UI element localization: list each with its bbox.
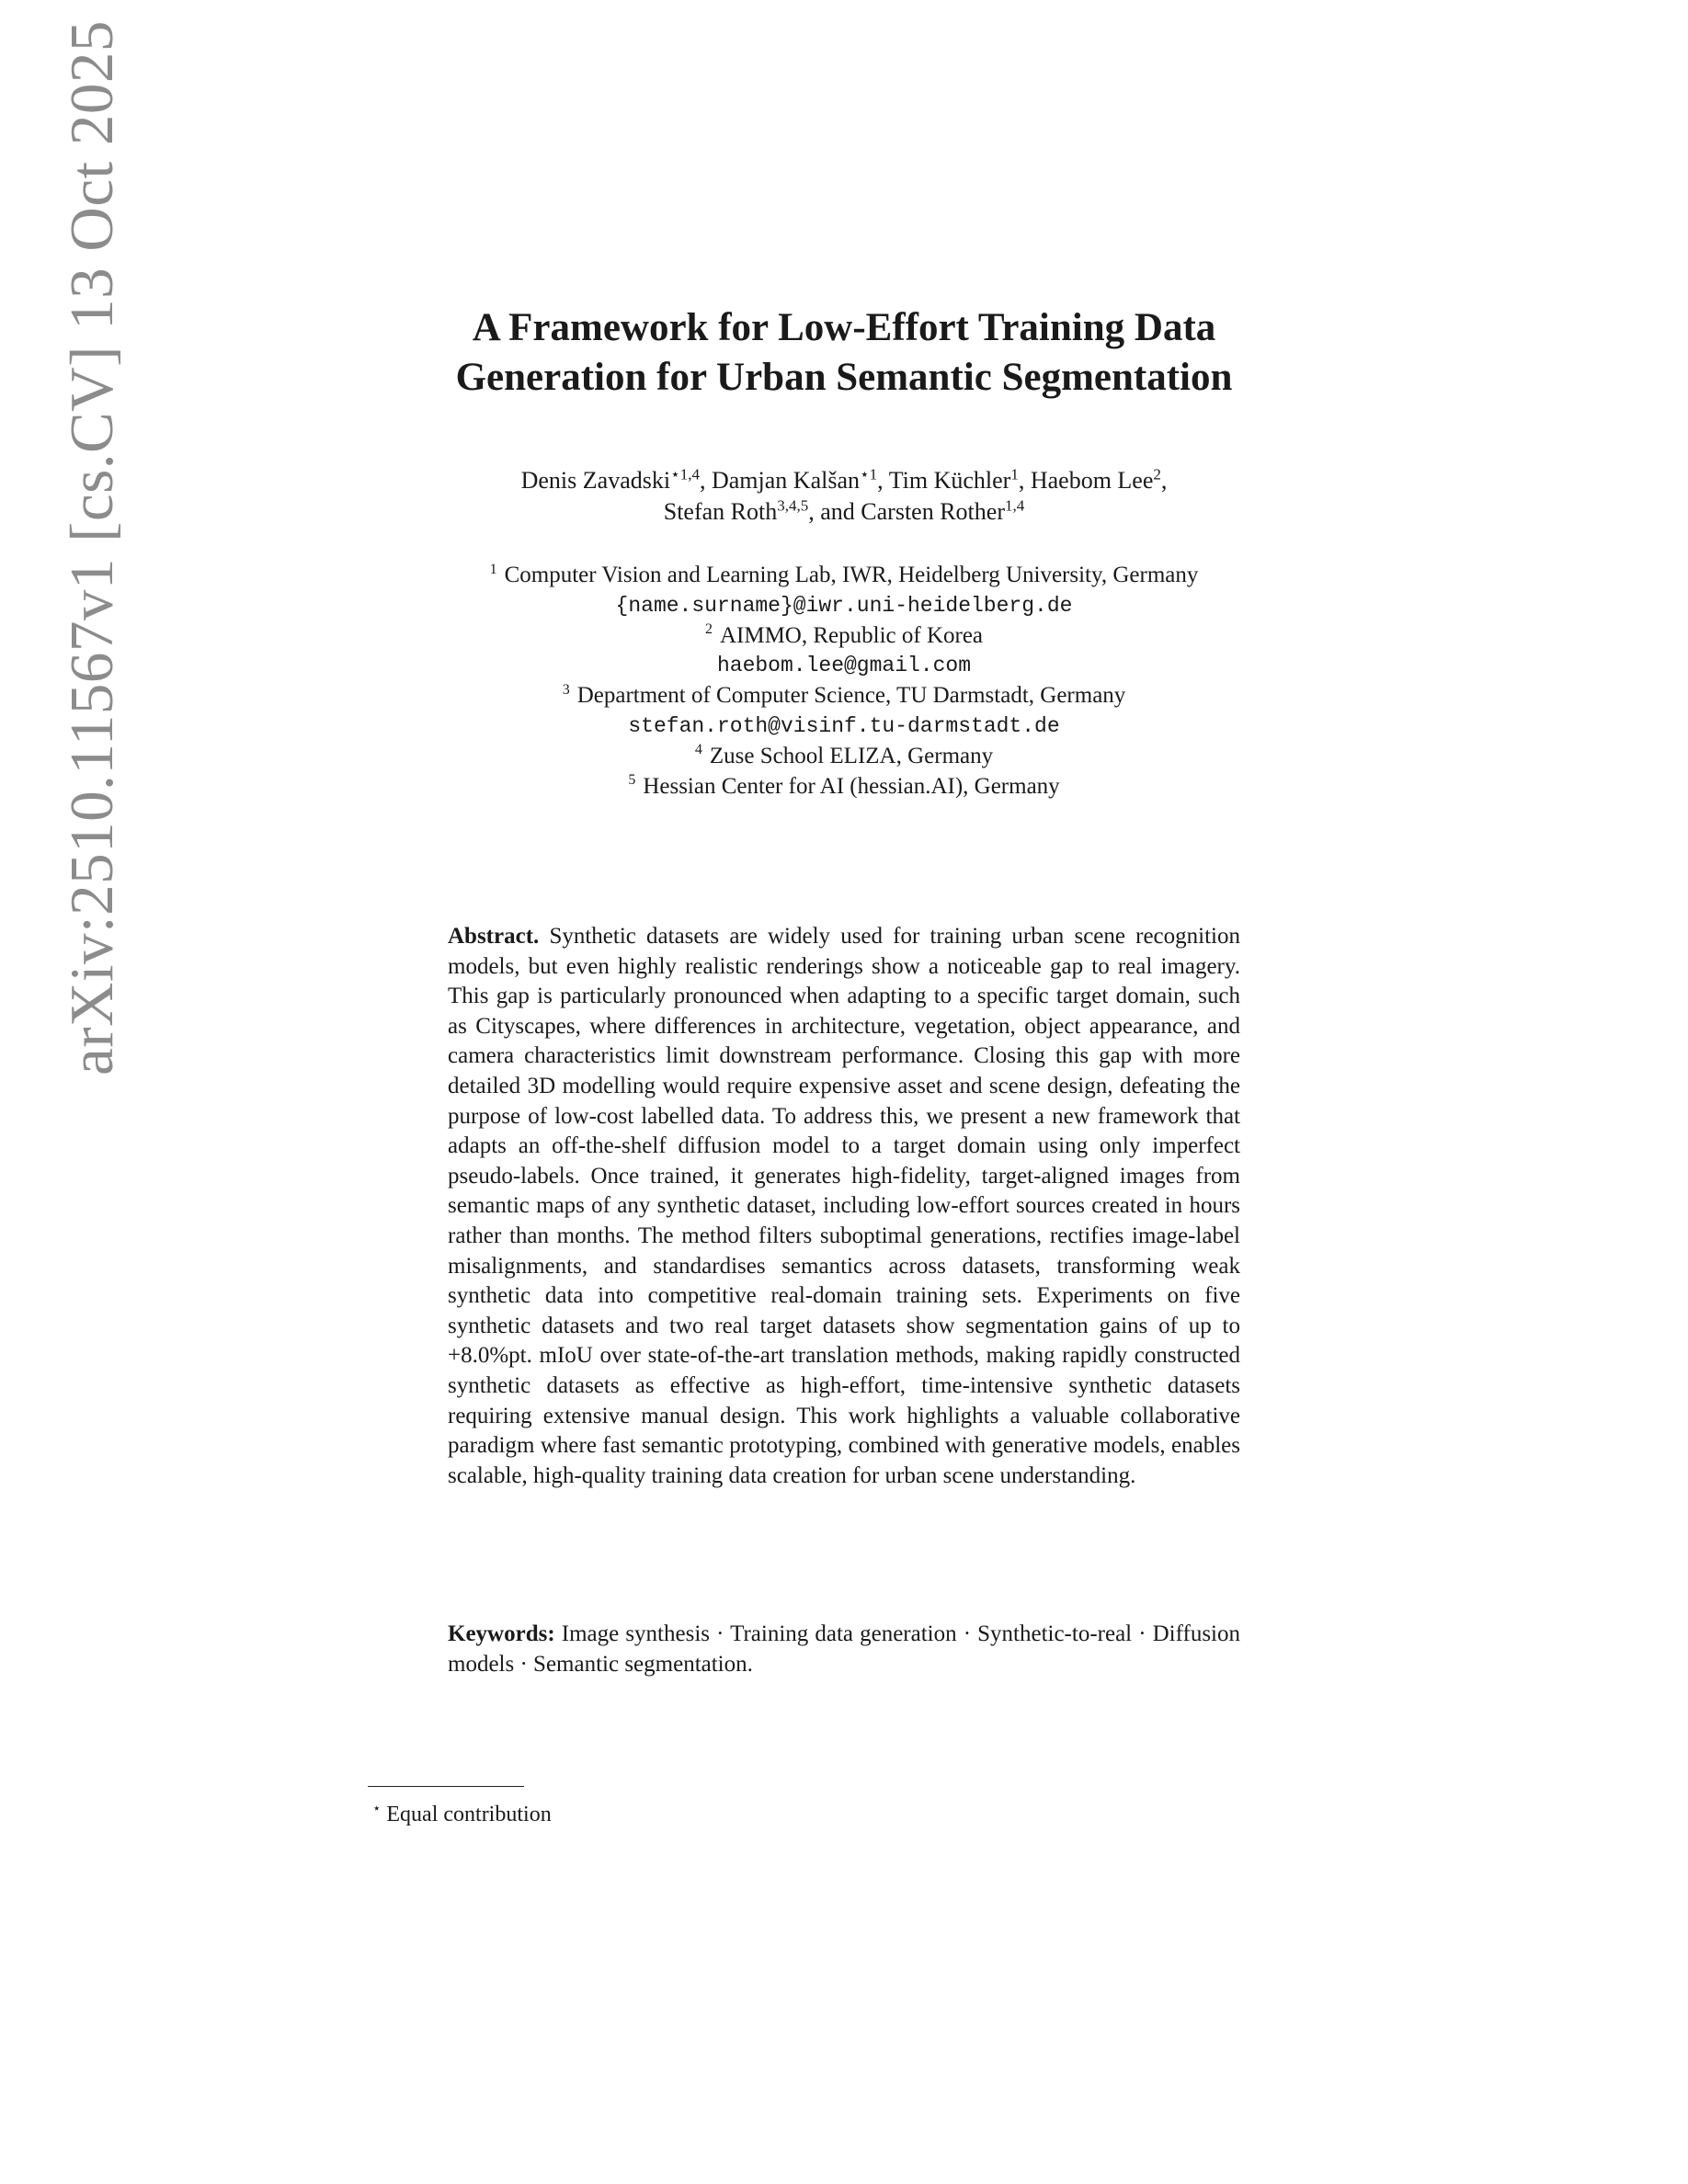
affiliation-row: [276, 772, 1412, 802]
paper-title-line-2: Generation for Urban Semantic Segmentation: [455, 356, 1233, 399]
affiliation-number: 3: [562, 681, 570, 698]
author-line-2: [276, 496, 1412, 528]
affiliation-number: 5: [628, 772, 636, 789]
affiliation-list: [276, 561, 1412, 802]
affiliation-email[interactable]: stefan.roth@visinf.tu-darmstadt.de: [628, 713, 1060, 738]
affiliation-text: Computer Vision and Learning Lab, IWR, Heidelberg University, Germany: [504, 563, 1199, 587]
affiliation-text: AIMMO, Republic of Korea: [719, 622, 984, 648]
abstract-text: Synthetic datasets are widely used for training urban scene recognition models, but even highly realistic renderings show a noticeable gap to real imagery. This gap is particularly pronounced when adapting to a specific target domain, such as Cityscapes, where differences in architecture, vegetation, object appearance, and camera characteristics limit downstream performance. Closing this gap with more detailed 3D modelling would require expensive asset and scene design, defeating the purpose of low-cost labelled data. To address this, we present a new framework that adapts an off-the-shelf diffusion model to a target domain using only imperfect pseudo-labels. Once trained, it generates high-fidelity, target-aligned images from semantic maps of any synthetic dataset, including low-effort sources created in hours rather than months. The method filters suboptimal generations, rectifies image-label misalignments, and standardises semantics across datasets, transforming weak synthetic data into competitive real-domain training sets. Experiments on five synthetic datasets and two real target datasets show segmentation gains of up to +8.0%pt. mIoU over state-of-the-art translation methods, making rapidly constructed synthetic datasets as effective as high-effort, time-intensive synthetic datasets requiring extensive manual design. This work highlights a valuable collaborative paradigm where fast semantic prototyping, combined with generative models, enables scalable, high-quality training data creation for urban scene understanding.: [448, 924, 1240, 1488]
author-name: Carsten Rother: [861, 498, 1005, 525]
author-list: [276, 465, 1412, 528]
affiliation-number: 1: [489, 561, 497, 577]
abstract: [448, 922, 1240, 1491]
author-separator: ,: [877, 467, 889, 494]
author-affiliation-marks: 1,4: [1004, 496, 1025, 515]
affiliation-text: Zuse School ELIZA, Germany: [709, 743, 994, 768]
footnote-divider: [368, 1786, 524, 1787]
author-affiliation-marks: ⋆1: [860, 465, 878, 483]
affiliation-row: [276, 621, 1412, 652]
affiliation-row: [276, 742, 1412, 772]
affiliation-row: [276, 681, 1412, 711]
author-name: Tim Küchler: [888, 467, 1011, 494]
author-affiliation-marks: ⋆1,4: [670, 465, 700, 483]
author-affiliation-marks: 2: [1153, 465, 1161, 483]
keywords-text: Image synthesis · Training data generation · Synthetic-to-real · Diffusion models · Semantic segmentation.: [448, 1621, 1241, 1677]
affiliation-email[interactable]: haebom.lee@gmail.com: [716, 654, 972, 678]
affiliation-text: Hessian Center for AI (hessian.AI), Germany: [643, 773, 1060, 799]
keywords: [448, 1620, 1240, 1679]
author-line-1: [276, 465, 1412, 496]
affiliation-email[interactable]: {name.surname}@iwr.uni-heidelberg.de: [615, 593, 1073, 618]
author-separator: ,: [1018, 467, 1031, 494]
author-name: Haebom Lee: [1030, 467, 1154, 494]
author-separator: ,: [1160, 467, 1168, 494]
author-name: Damjan Kalšan: [711, 467, 860, 494]
abstract-label: Abstract.: [448, 924, 540, 949]
keywords-label: Keywords:: [448, 1621, 555, 1646]
arxiv-identifier-stamp: arXiv:2510.11567v1 [cs.CV] 13 Oct 2025: [58, 20, 126, 1075]
author-name: Denis Zavadski: [520, 467, 671, 494]
affiliation-text: Department of Computer Science, TU Darmstadt, Germany: [576, 683, 1126, 709]
affiliation-row: [276, 561, 1412, 591]
author-separator: , and: [808, 498, 861, 525]
author-separator: ,: [699, 467, 712, 494]
author-affiliation-marks: 3,4,5: [777, 496, 809, 515]
affiliation-number: 4: [694, 742, 702, 758]
author-affiliation-marks: 1: [1010, 465, 1019, 483]
paper-title: [276, 303, 1412, 403]
paper-title-line-1: A Framework for Low-Effort Training Data: [472, 306, 1216, 349]
author-name: Stefan Roth: [663, 498, 778, 525]
footnote-text: Equal contribution: [386, 1803, 552, 1826]
footnote-mark: ⋆: [372, 1802, 382, 1816]
footnote: [372, 1795, 552, 1828]
affiliation-number: 2: [704, 621, 713, 638]
